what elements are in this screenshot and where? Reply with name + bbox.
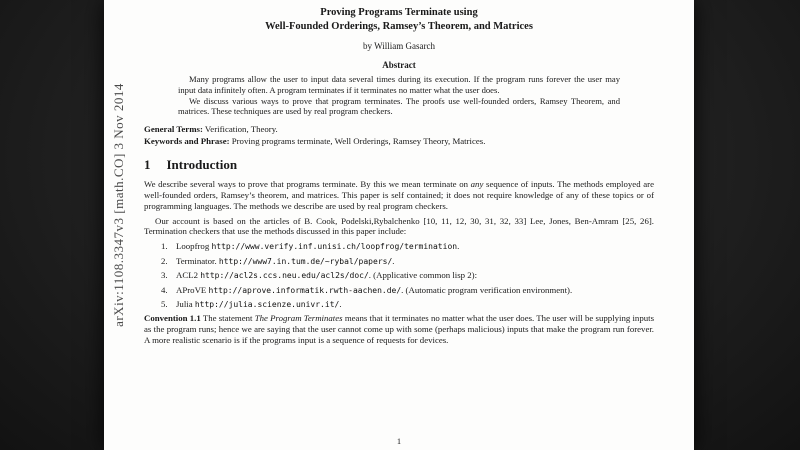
paper-meta	[144, 124, 654, 147]
paper-page	[104, 0, 694, 450]
link-loopfrog[interactable]: http://www.verify.inf.unisi.ch/loopfrog/termination	[211, 242, 458, 252]
paper-title-line2: Well-Founded Orderings, Ramsey’s Theorem, and Matrices	[265, 21, 533, 33]
list-item-text: .	[457, 241, 460, 252]
link-terminator[interactable]: http://www7.in.tum.de/~rybal/papers/	[218, 256, 393, 266]
list-item-text: .	[392, 255, 395, 266]
paper-title-line1: Proving Programs Terminate using	[320, 7, 478, 18]
abstract-heading: Abstract	[382, 60, 416, 71]
section-1-number: 1	[144, 156, 151, 172]
list-item-text: Terminator.	[176, 255, 219, 266]
section-1-title: Introduction	[166, 156, 238, 172]
section-1-heading	[144, 157, 654, 173]
general-terms	[144, 124, 654, 135]
list-item	[144, 285, 654, 296]
abstract-paragraph-1: Many programs allow the user to input data several times during its execution. If the program runs forever the user may input data infinitely often. A program terminates if it terminates no matter what the user does.	[178, 74, 620, 95]
list-item-text: .	[339, 298, 342, 309]
section-1-body	[144, 179, 654, 346]
paper-title	[144, 6, 654, 34]
list-item-number: 4.	[161, 284, 168, 295]
intro-paragraph-1	[144, 179, 654, 212]
general-terms-label: General Terms:	[144, 123, 203, 134]
general-terms-text: Verification, Theory.	[202, 123, 278, 134]
list-item	[144, 270, 654, 281]
page-number: 1	[396, 436, 402, 446]
keywords	[144, 136, 654, 147]
list-item	[144, 241, 654, 252]
intro-p1-pre: We describe several ways to prove that programs terminate. By this we mean terminate on	[144, 178, 471, 189]
intro-p1-post: sequence of inputs. The methods employed are well-founded orders, Ramsey’s theorem, and matrices. This paper is self contained; it does not require knowledge of any of these topics or of programming languages. The methods we describe are used by real program checkers.	[144, 178, 654, 211]
intro-p1-italic: any	[470, 178, 484, 189]
link-aprove[interactable]: http://aprove.informatik.rwth-aachen.de/	[208, 285, 402, 295]
intro-paragraph-2: Our account is based on the articles of B. Cook, Podelski,Rybalchenko [10, 11, 12, 30, 31, 32, 33] Lee, Jones, Ben-Amram [25, 26]. Termination checkers that use the methods discussed in this paper include:	[144, 215, 654, 237]
list-item	[144, 256, 654, 267]
list-item	[144, 299, 654, 310]
arxiv-watermark: arXiv:1108.3347v3 [math.CO] 3 Nov 2014	[111, 83, 126, 327]
paper-author: by William Gasarch	[363, 41, 435, 52]
convention-pre: The statement	[200, 313, 255, 324]
abstract-paragraph-2: We discuss various ways to prove that program terminates. The proofs use well-founded orders, Ramsey Theorem, and matrices. These techniques are used by real program checkers.	[178, 95, 620, 117]
list-item-text: AProVE	[176, 284, 209, 295]
list-item-text: Loopfrog	[176, 241, 212, 252]
paper-content	[144, 6, 654, 350]
convention-post: means that it terminates no matter what the user does. The user will be supplying inputs as the program runs; hence we are saying that the user cannot come up with some (perhaps malicious) inputs that make the program run forever. A more realistic scenario is if the programs input is a sequence of requests for devices.	[144, 313, 654, 346]
list-item-text: ACL2	[176, 270, 201, 281]
convention-italic: The Program Terminates	[254, 313, 343, 324]
keywords-text: Proving programs terminate, Well Orderings, Ramsey Theory, Matrices.	[229, 135, 486, 146]
list-item-number: 5.	[161, 298, 168, 309]
list-item-text: . (Applicative common lisp 2):	[368, 270, 478, 281]
link-acl2[interactable]: http://acl2s.ccs.neu.edu/acl2s/doc/	[200, 271, 369, 281]
abstract-body	[178, 74, 620, 117]
list-item-text: Julia	[176, 298, 195, 309]
keywords-label: Keywords and Phrase:	[144, 135, 230, 146]
termination-checker-list	[144, 241, 654, 310]
convention-label: Convention 1.1	[144, 313, 201, 324]
list-item-number: 2.	[161, 255, 168, 266]
convention-1-1	[144, 313, 654, 346]
link-julia[interactable]: http://julia.scienze.univr.it/	[194, 299, 340, 309]
list-item-number: 1.	[161, 241, 168, 252]
list-item-number: 3.	[161, 270, 168, 281]
list-item-text: . (Automatic program verification environment).	[401, 284, 573, 295]
